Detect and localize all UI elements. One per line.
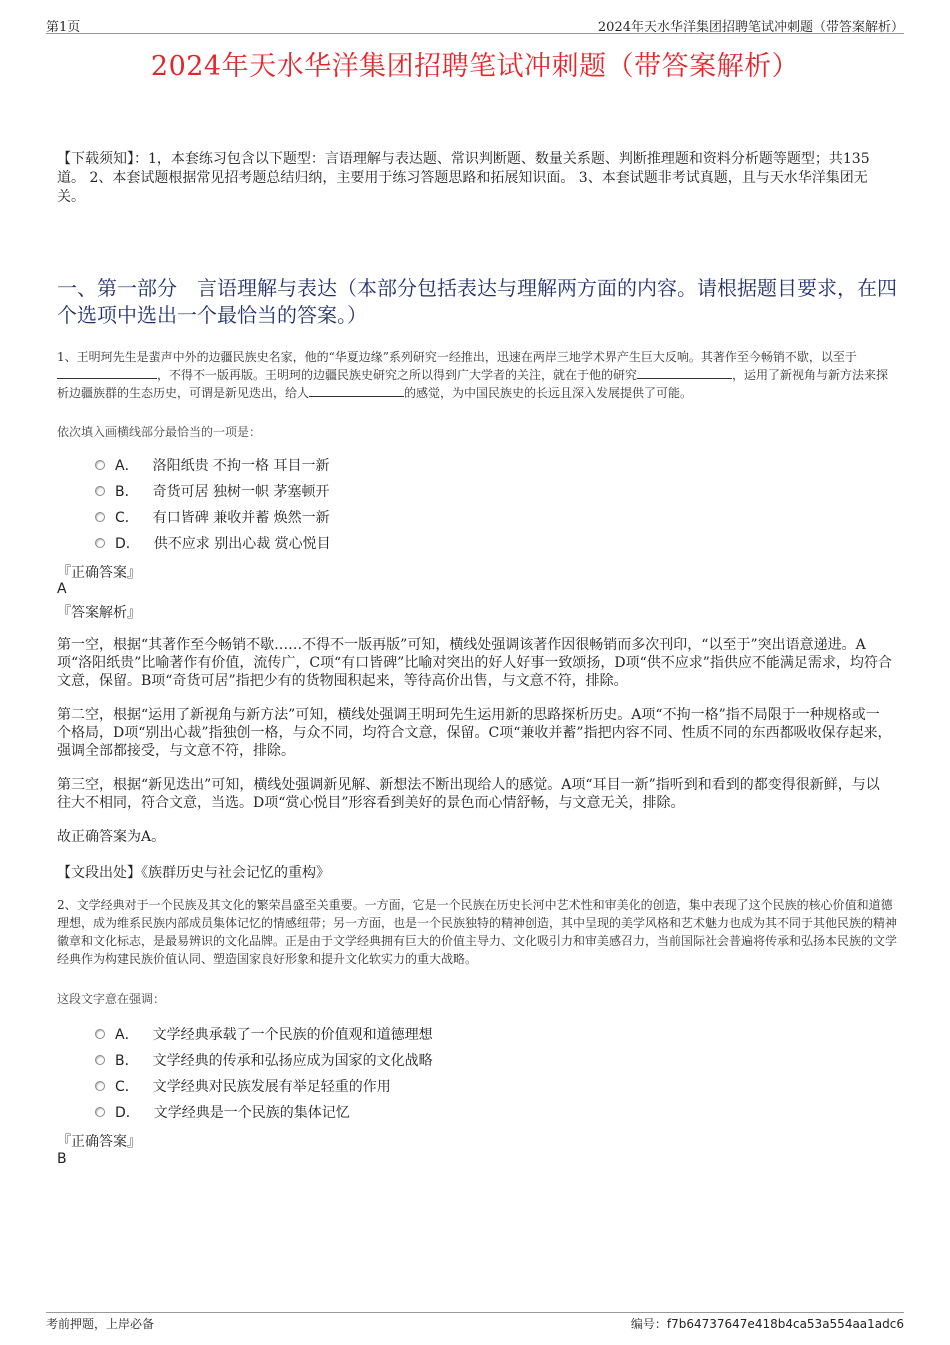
- radio-icon[interactable]: [95, 512, 105, 522]
- page-header-left: 第1页: [46, 20, 81, 35]
- radio-icon[interactable]: [95, 1107, 105, 1117]
- radio-icon[interactable]: [95, 1081, 105, 1091]
- analysis-conclusion: 故正确答案为A。: [57, 829, 166, 845]
- option-b[interactable]: B． 奇货可居 独树一帜 茅塞顿开: [95, 478, 331, 504]
- question-1-instruction: 依次填入画横线部分最恰当的一项是：: [57, 425, 262, 439]
- footer-divider: [46, 1312, 904, 1313]
- radio-icon[interactable]: [95, 460, 105, 470]
- radio-icon[interactable]: [95, 1055, 105, 1065]
- answer-label: 『正确答案』: [57, 1134, 141, 1150]
- blank-2: [637, 367, 732, 379]
- question-1-text: 1、王明珂先生是蜚声中外的边疆民族史名家，他的“华夏边缘”系列研究一经推出，迅速在两岸三地学术界产生巨大反响。其著作至今畅销不歇，以至于，不得不一版再版。王明珂的边疆民族史研究之所以得到广大学者的关注，就在于他的研究 ，运用了新视角与新方法来探析边疆族群的生态历史，可谓是新见迭出，给人 的感觉，为中国民族史的长远且深入发展提供了可能。: [57, 350, 889, 400]
- header-divider: [46, 33, 904, 34]
- option-d[interactable]: D． 供不应求 别出心裁 赏心悦目: [95, 530, 331, 556]
- option-d[interactable]: D． 文学经典是一个民族的集体记忆: [95, 1099, 433, 1125]
- radio-icon[interactable]: [95, 1029, 105, 1039]
- analysis-paragraph: 第二空，根据“运用了新视角与新方法”可知，横线处强调王明珂先生运用新的思路探析历史。A项“不拘一格”指不局限于一种规格或一个格局，D项“别出心裁”指独创一格，与众不同，均符合文意，保留。C项“兼收并蓄”指把内容不同、性质不同的东西都吸收保存起来，强调全部都接受，与文意不符，排除。: [57, 707, 892, 759]
- footer-id: 编号：f7b64737647e418b4ca53a554aa1adc6: [630, 1317, 904, 1331]
- option-b[interactable]: B． 文学经典的传承和弘扬应成为国家的文化战略: [95, 1047, 433, 1073]
- question-2-text: 2、文学经典对于一个民族及其文化的繁荣昌盛至关重要。一方面，它是一个民族在历史长河中艺术性和审美化的创造，集中表现了这个民族的核心价值和道德理想，成为维系民族内部成员集体记忆的情感纽带；另一方面，也是一个民族独特的精神创造，其中呈现的美学风格和艺术魅力也成为其不同于其他民族的精神徽章和文化标志，是最易辨识的文化品牌。正是由于文学经典拥有巨大的价值主导力、文化吸引力和审美感召力，当前国际社会普遍将传承和弘扬本民族的文学经典作为构建民族价值认同、塑造国家良好形象和提升文化软实力的重大战略。: [57, 898, 898, 966]
- radio-icon[interactable]: [95, 486, 105, 496]
- blank-1: [57, 367, 157, 379]
- question-2-options: [95, 1021, 433, 1125]
- page-header-right: 2024年天水华洋集团招聘笔试冲刺题（带答案解析）: [597, 20, 904, 35]
- option-a[interactable]: A． 文学经典承载了一个民族的价值观和道德理想: [95, 1021, 433, 1047]
- download-notice: 【下载须知】：1，本套练习包含以下题型：言语理解与表达题、常识判断题、数量关系题、判断推理题和资料分析题等题型；共135道。 2、本套试题根据常见招考题总结归纳，主要用于练习答题思路和拓展知识面。 3、本套试题非考试真题，且与天水华洋集团无关。: [57, 151, 870, 205]
- question-1-options: [95, 452, 331, 556]
- section-heading: 一、第一部分 言语理解与表达（本部分包括表达与理解两方面的内容。请根据题目要求，在四个选项中选出一个最恰当的答案。）: [57, 276, 897, 327]
- page-title: 2024年天水华洋集团招聘笔试冲刺题（带答案解析）: [150, 51, 800, 82]
- option-c[interactable]: C． 有口皆碑 兼收并蓄 焕然一新: [95, 504, 331, 530]
- source-note: 【文段出处】《族群历史与社会记忆的重构》: [57, 865, 330, 881]
- analysis-paragraph: 第三空，根据“新见迭出”可知，横线处强调新见解、新想法不断出现给人的感觉。A项“耳目一新”指听到和看到的都变得很新鲜，与以往大不相同，符合文意，当选。D项“赏心悦目”形容看到美好的景色而心情舒畅，与文意无关，排除。: [57, 777, 880, 811]
- answer-value: A: [57, 581, 67, 597]
- option-a[interactable]: A． 洛阳纸贵 不拘一格 耳目一新: [95, 452, 331, 478]
- option-c[interactable]: C． 文学经典对民族发展有举足轻重的作用: [95, 1073, 433, 1099]
- analysis-label: 『答案解析』: [57, 605, 141, 621]
- question-2-instruction: 这段文字意在强调：: [57, 992, 166, 1006]
- blank-3: [309, 385, 404, 397]
- analysis-paragraph: 第一空，根据“其著作至今畅销不歇……不得不一版再版”可知，横线处强调该著作因很畅销而多次刊印，“以至于”突出语意递进。A项“洛阳纸贵”比喻著作有价值，流传广，C项“有口皆碑”比喻对突出的好人好事一致颂扬，D项“供不应求”指供应不能满足需求，均符合文意，保留。B项“奇货可居”指把少有的货物囤积起来，等待高价出售，与文意不符，排除。: [57, 637, 892, 689]
- answer-label: 『正确答案』: [57, 565, 141, 581]
- radio-icon[interactable]: [95, 538, 105, 548]
- answer-value: B: [57, 1151, 67, 1167]
- footer-slogan: 考前押题，上岸必备: [46, 1317, 155, 1331]
